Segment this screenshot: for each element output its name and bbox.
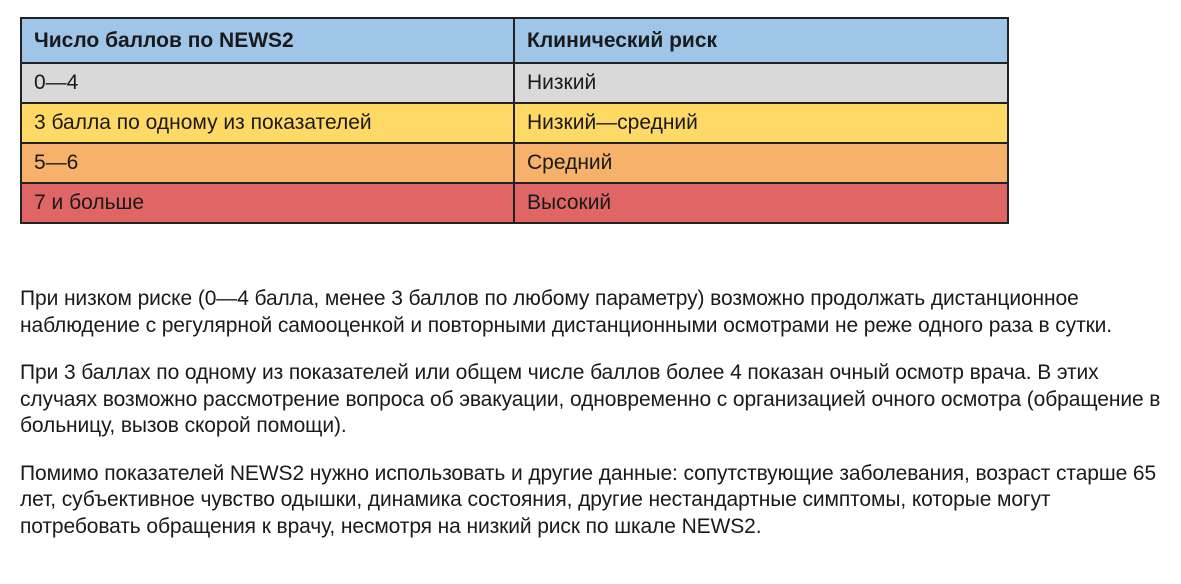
- score-cell: 7 и больше: [21, 183, 514, 223]
- paragraph-low-risk: При низком риске (0—4 балла, менее 3 баллов по любому параметру) возможно продолжать дистанционное наблюдение с регулярной самооценкой и повторными дистанционными осмотрами не реже одного раза в сутки.: [20, 287, 1113, 337]
- table-row: [21, 143, 1008, 183]
- score-cell: 3 балла по одному из показателей: [21, 103, 514, 143]
- risk-cell: Низкий—средний: [514, 103, 1008, 143]
- score-cell: 0—4: [21, 63, 514, 103]
- news2-risk-table: [20, 17, 1009, 224]
- header-score: Число баллов по NEWS2: [21, 18, 514, 63]
- header-risk: Клинический риск: [514, 18, 1008, 63]
- paragraph-additional-data: Помимо показателей NEWS2 нужно использовать и другие данные: сопутствующие заболевания, возраст старше 65 лет, субъективное чувство одышки, динамика состояния, другие нестандартные симптомы, которые могут потребовать обращения к врачу, несмотря на низкий риск по шкале NEWS2.: [20, 461, 1157, 538]
- table-row: [21, 183, 1008, 223]
- risk-cell: Средний: [514, 143, 1008, 183]
- table-row: [21, 63, 1008, 103]
- paragraph-medium-risk: При 3 баллах по одному из показателей или общем числе баллов более 4 показан очный осмотр врача. В этих случаях возможно рассмотрение вопроса об эвакуации, одновременно с организацией очного осмотра (обращение в больницу, вызов скорой помощи).: [20, 361, 1161, 437]
- risk-cell: Низкий: [514, 63, 1008, 103]
- score-cell: 5—6: [21, 143, 514, 183]
- recommendations-text: [20, 286, 1170, 561]
- table-header-row: [21, 18, 1008, 63]
- risk-cell: Высокий: [514, 183, 1008, 223]
- table-row: [21, 103, 1008, 143]
